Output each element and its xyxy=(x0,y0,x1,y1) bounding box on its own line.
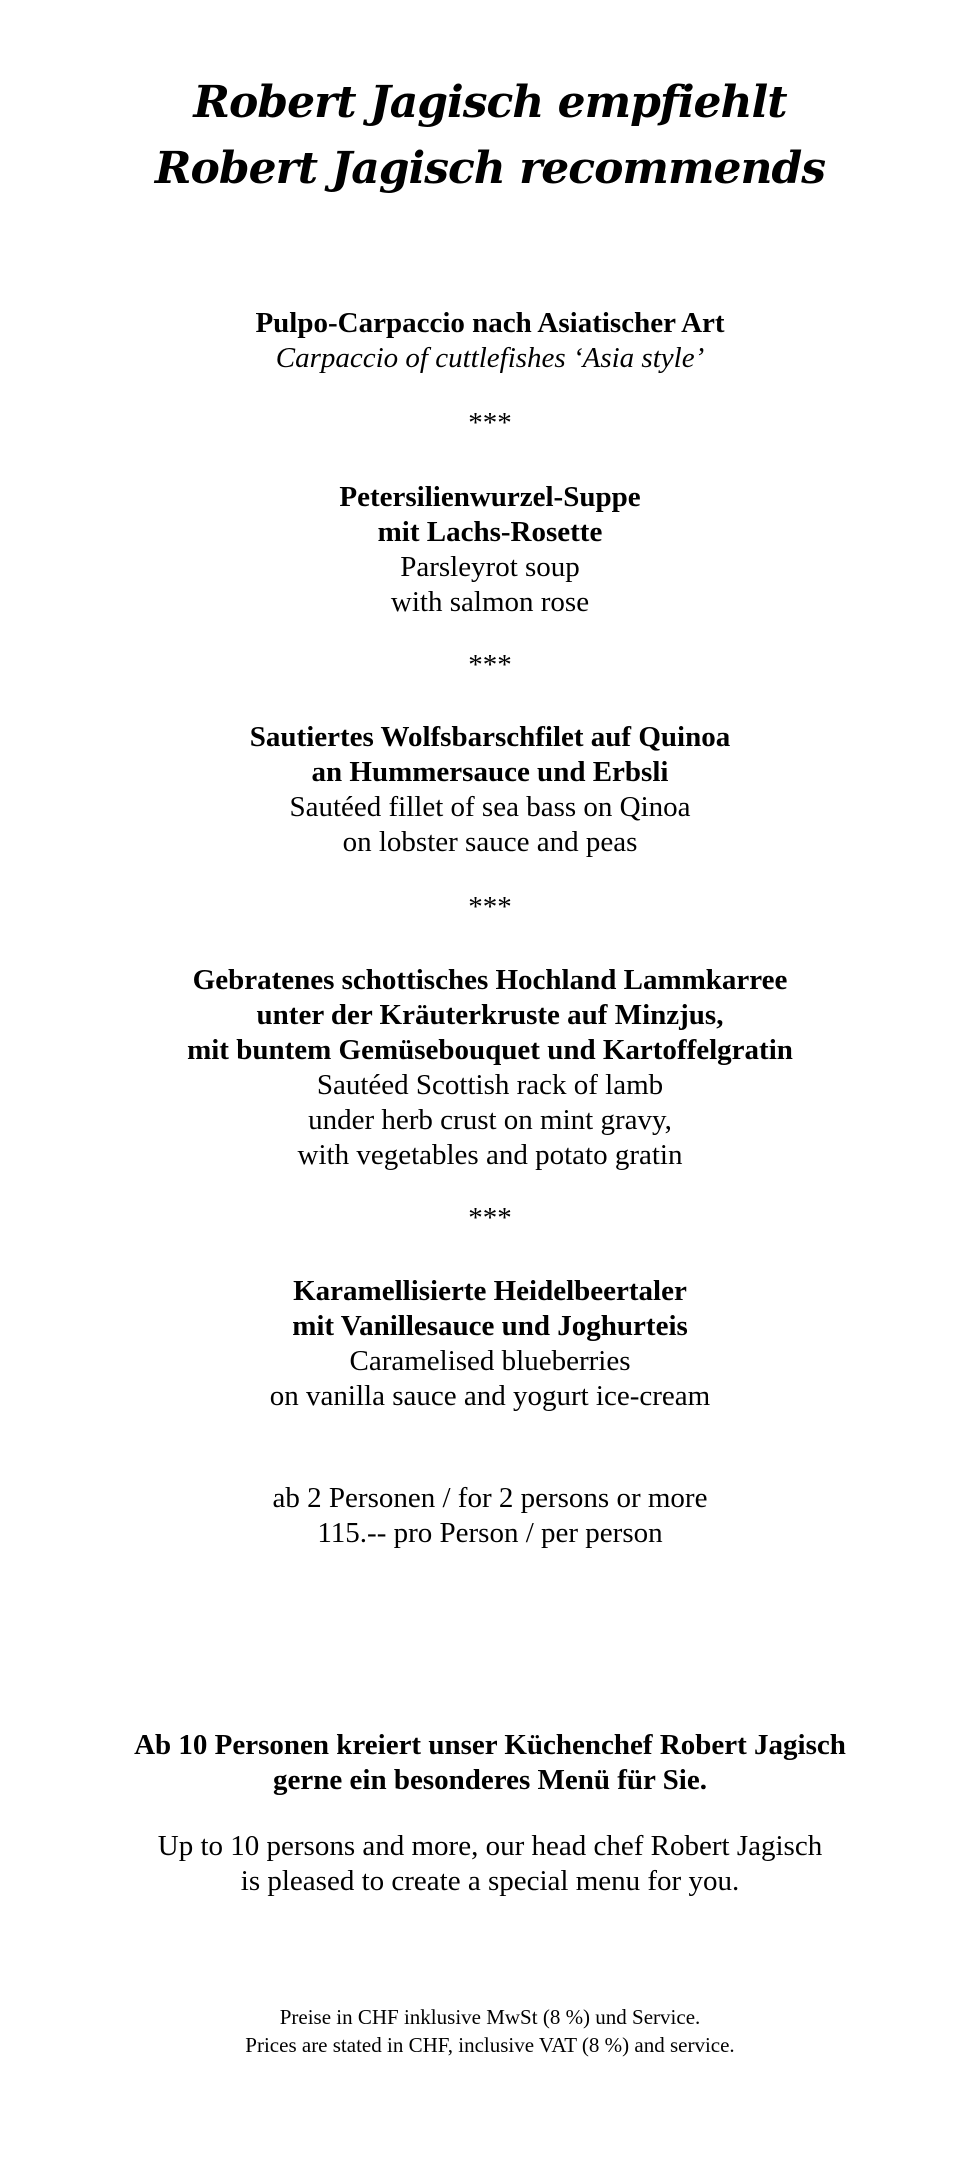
course-3-title-en-1: Sautéed fillet of sea bass on Qinoa xyxy=(289,791,691,823)
course-5-title-en-2: on vanilla sauce and yogurt ice-cream xyxy=(269,1380,711,1412)
course-1-title-en: Carpaccio of cuttlefishes ‘Asia style’ xyxy=(275,342,705,374)
course-2-title-en-2: with salmon rose xyxy=(390,586,590,618)
group-offer-en-1: Up to 10 persons and more, our head chef Robert Jagisch xyxy=(157,1830,823,1862)
separator-4 xyxy=(0,1201,980,1236)
course-3-title-en-2: on lobster sauce and peas xyxy=(342,826,638,858)
group-offer-de-2: gerne ein besonderes Menü für Sie. xyxy=(273,1764,707,1796)
course-4-title-en-3: with vegetables and potato gratin xyxy=(297,1139,683,1171)
course-3 xyxy=(0,720,980,860)
menu-header xyxy=(0,70,980,202)
group-offer xyxy=(0,1728,980,1899)
pricing-persons: ab 2 Personen / for 2 persons or more xyxy=(272,1482,708,1514)
separator-stars: *** xyxy=(468,649,512,681)
course-4-title-de-2: unter der Kräuterkruste auf Minzjus, xyxy=(256,999,724,1031)
separator-stars: *** xyxy=(468,1202,512,1234)
course-5-title-de-2: mit Vanillesauce und Joghurteis xyxy=(292,1310,688,1342)
course-5 xyxy=(0,1274,980,1414)
separator-stars: *** xyxy=(468,407,512,439)
course-3-title-de-2: an Hummersauce und Erbsli xyxy=(311,756,669,788)
price-footer xyxy=(0,2003,980,2059)
course-5-title-de-1: Karamellisierte Heidelbeertaler xyxy=(293,1275,687,1307)
course-4-title-de-1: Gebratenes schottisches Hochland Lammkarree xyxy=(192,964,788,996)
separator-1 xyxy=(0,406,980,441)
course-5-title-en-1: Caramelised blueberries xyxy=(349,1345,631,1377)
pricing xyxy=(0,1481,980,1551)
header-title-de: Robert Jagisch empfiehlt xyxy=(193,77,787,128)
course-1-title-de: Pulpo-Carpaccio nach Asiatischer Art xyxy=(255,307,725,339)
course-4-title-en-1: Sautéed Scottish rack of lamb xyxy=(316,1069,664,1101)
course-4-title-de-3: mit buntem Gemüsebouquet und Kartoffelgratin xyxy=(187,1034,793,1066)
group-offer-en-2: is pleased to create a special menu for you. xyxy=(240,1865,740,1897)
group-offer-de-1: Ab 10 Personen kreiert unser Küchenchef Robert Jagisch xyxy=(134,1729,846,1761)
course-2-title-de-1: Petersilienwurzel-Suppe xyxy=(339,481,641,513)
separator-2 xyxy=(0,648,980,683)
separator-stars: *** xyxy=(468,891,512,923)
course-2 xyxy=(0,480,980,620)
pricing-price: 115.-- pro Person / per person xyxy=(317,1517,663,1549)
course-4-title-en-2: under herb crust on mint gravy, xyxy=(308,1104,672,1136)
separator-3 xyxy=(0,890,980,925)
course-2-title-de-2: mit Lachs-Rosette xyxy=(377,516,603,548)
footer-note-en: Prices are stated in CHF, inclusive VAT (8 %) and service. xyxy=(245,2033,735,2057)
course-1 xyxy=(0,306,980,376)
header-title-en: Robert Jagisch recommends xyxy=(154,143,826,194)
course-4 xyxy=(0,963,980,1173)
course-2-title-en-1: Parsleyrot soup xyxy=(400,551,580,583)
footer-note-de: Preise in CHF inklusive MwSt (8 %) und Service. xyxy=(279,2005,701,2029)
course-3-title-de-1: Sautiertes Wolfsbarschfilet auf Quinoa xyxy=(249,721,731,753)
